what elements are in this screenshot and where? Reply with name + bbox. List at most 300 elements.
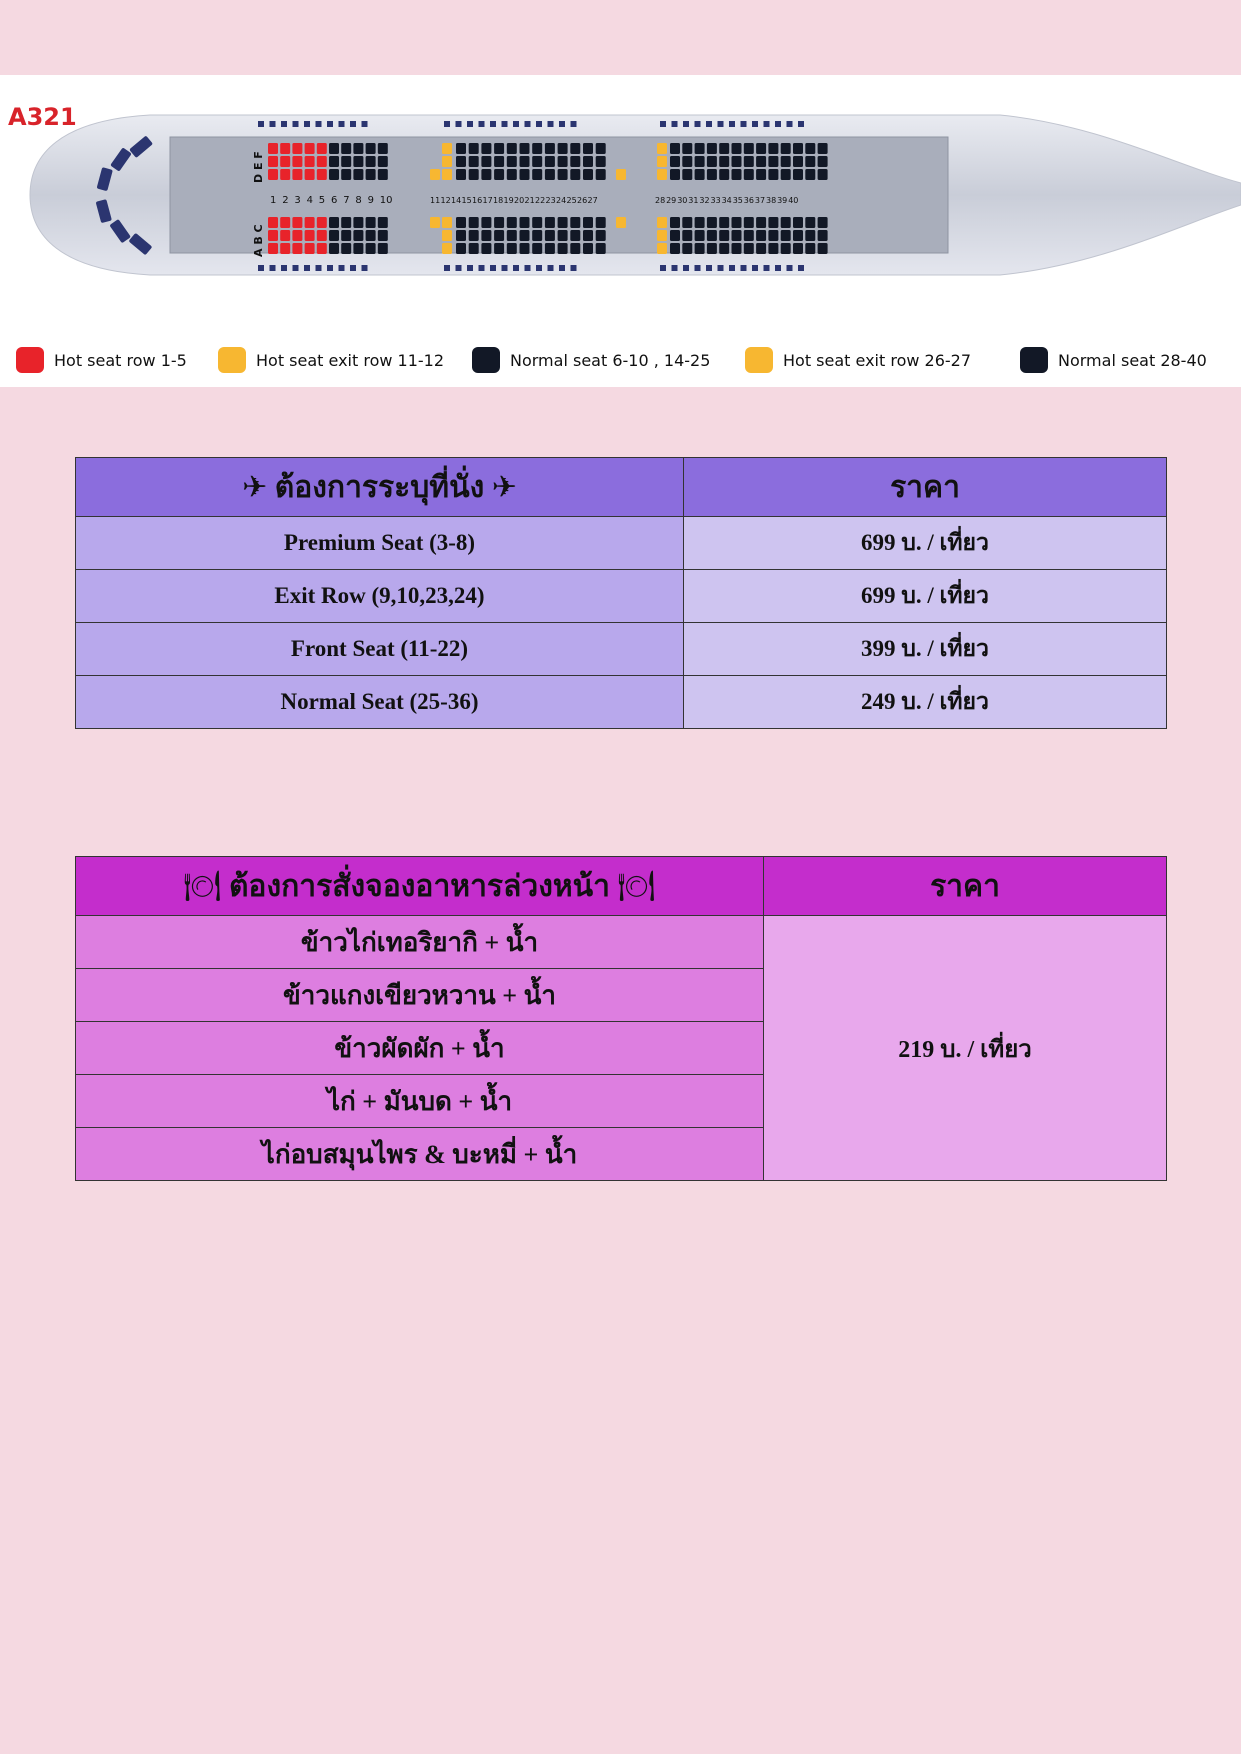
- cabin-window: [695, 265, 701, 271]
- row-number: 19: [503, 196, 514, 205]
- legend-label: Normal seat 6-10 , 14-25: [510, 350, 711, 370]
- table-row: [76, 517, 1167, 570]
- seat-option-name: Normal Seat (25-36): [76, 676, 684, 729]
- cabin-window: [362, 265, 368, 271]
- cabin-window: [281, 121, 287, 127]
- seat: [732, 143, 742, 154]
- seat: [793, 169, 803, 180]
- seat: [732, 217, 742, 228]
- seat: [583, 217, 593, 228]
- seat: [793, 230, 803, 241]
- cabin-window: [327, 265, 333, 271]
- seat: [583, 243, 593, 254]
- seat: [756, 143, 766, 154]
- seat: [719, 230, 729, 241]
- row-number: 3: [294, 195, 301, 206]
- seat: [268, 169, 278, 180]
- seat-table-header: [76, 458, 1167, 517]
- cabin-window: [536, 121, 542, 127]
- seat: [616, 169, 626, 180]
- cabin-window: [536, 265, 542, 271]
- seat: [670, 217, 680, 228]
- seat-price-table: [75, 457, 1167, 729]
- seat: [719, 169, 729, 180]
- row-number: 30: [677, 196, 688, 205]
- seat: [707, 230, 717, 241]
- seat: [329, 143, 339, 154]
- seat: [695, 169, 705, 180]
- seat: [329, 217, 339, 228]
- seat: [317, 169, 327, 180]
- seat: [442, 217, 452, 228]
- row-numbers: [270, 195, 798, 206]
- seat: [292, 156, 302, 167]
- seat: [507, 230, 517, 241]
- seat: [657, 143, 667, 154]
- seat: [469, 243, 479, 254]
- cabin-window: [718, 121, 724, 127]
- seat: [670, 143, 680, 154]
- cabin-window: [316, 265, 322, 271]
- seat: [805, 143, 815, 154]
- seat: [818, 143, 828, 154]
- cabin-window: [258, 121, 264, 127]
- seat: [507, 143, 517, 154]
- seat: [520, 156, 530, 167]
- seat: [341, 243, 351, 254]
- seat: [305, 143, 315, 154]
- seat: [596, 156, 606, 167]
- seat: [744, 143, 754, 154]
- table-row: [76, 916, 1167, 969]
- seat: [317, 230, 327, 241]
- cabin-window: [281, 265, 287, 271]
- seat: [329, 169, 339, 180]
- row-number: 16: [472, 196, 483, 205]
- row-number: 25: [566, 196, 577, 205]
- seat: [695, 230, 705, 241]
- cabin-window: [479, 121, 485, 127]
- row-number: 1: [270, 195, 277, 206]
- cabin-window: [660, 265, 666, 271]
- seat: [570, 169, 580, 180]
- seat: [768, 156, 778, 167]
- cabin-window: [752, 121, 758, 127]
- row-number: 10: [379, 195, 393, 206]
- seat-letters-bottom: A B C: [252, 224, 265, 257]
- seat: [378, 156, 388, 167]
- seat: [707, 243, 717, 254]
- seat: [707, 143, 717, 154]
- table-row: [76, 570, 1167, 623]
- seat: [494, 156, 504, 167]
- seat: [532, 217, 542, 228]
- seat: [596, 243, 606, 254]
- seat: [570, 217, 580, 228]
- seat: [781, 230, 791, 241]
- cabin-window: [729, 265, 735, 271]
- seat: [329, 243, 339, 254]
- seat: [657, 230, 667, 241]
- seat: [305, 243, 315, 254]
- seat: [507, 156, 517, 167]
- row-number: 4: [306, 195, 313, 206]
- seat: [341, 156, 351, 167]
- seat: [818, 169, 828, 180]
- seat: [481, 156, 491, 167]
- cabin-window: [525, 265, 531, 271]
- cabin-window: [293, 265, 299, 271]
- cabin-window: [444, 265, 450, 271]
- legend-swatch: [745, 347, 773, 373]
- row-number: 5: [318, 195, 326, 206]
- row-number: 39: [777, 196, 788, 205]
- seat: [494, 217, 504, 228]
- seat: [768, 169, 778, 180]
- cabin-window: [559, 121, 565, 127]
- seat: [305, 169, 315, 180]
- seat: [469, 156, 479, 167]
- seat: [292, 230, 302, 241]
- seat: [805, 156, 815, 167]
- seat: [280, 217, 290, 228]
- cabin-window: [444, 121, 450, 127]
- seat: [545, 156, 555, 167]
- cabin-window: [672, 265, 678, 271]
- seat: [756, 243, 766, 254]
- cabin-window: [350, 121, 356, 127]
- row-number: 26: [577, 196, 588, 205]
- seat: [805, 243, 815, 254]
- seat: [670, 230, 680, 241]
- seat: [583, 230, 593, 241]
- seat: [744, 217, 754, 228]
- seat: [719, 156, 729, 167]
- row-number: 37: [754, 196, 766, 205]
- seat: [366, 243, 376, 254]
- cabin-window: [270, 265, 276, 271]
- seat: [695, 143, 705, 154]
- cabin-window: [490, 121, 496, 127]
- seat: [469, 169, 479, 180]
- meal-price-table: [75, 856, 1167, 1181]
- row-number: 12: [440, 196, 451, 205]
- seat: [616, 217, 626, 228]
- seat: [305, 156, 315, 167]
- seat: [520, 230, 530, 241]
- seat: [781, 243, 791, 254]
- cabin-window: [327, 121, 333, 127]
- seat: [793, 156, 803, 167]
- cabin-window: [548, 121, 554, 127]
- legend-item: [745, 345, 971, 375]
- seat: [719, 143, 729, 154]
- seat: [520, 169, 530, 180]
- row-number: 18: [493, 196, 504, 205]
- row-number: 36: [743, 196, 754, 205]
- seat: [280, 156, 290, 167]
- seat: [305, 230, 315, 241]
- seat: [768, 217, 778, 228]
- table-row: [76, 623, 1167, 676]
- seat: [545, 230, 555, 241]
- seat: [494, 243, 504, 254]
- row-number: 32: [699, 196, 710, 205]
- row-number: 11: [430, 196, 441, 205]
- seat: [268, 156, 278, 167]
- seat: [707, 217, 717, 228]
- seat: [353, 156, 363, 167]
- cabin-window: [683, 265, 689, 271]
- legend-item: [472, 345, 710, 375]
- cabin-window: [706, 265, 712, 271]
- seat-option-price: 699 บ. / เที่ยว: [684, 517, 1167, 570]
- cabin-window: [660, 121, 666, 127]
- seat: [520, 143, 530, 154]
- seat: [781, 143, 791, 154]
- seat-map: [0, 75, 1241, 387]
- seat: [507, 243, 517, 254]
- seat: [280, 230, 290, 241]
- seat: [378, 243, 388, 254]
- row-number: 27: [587, 196, 598, 205]
- cabin-window: [571, 265, 577, 271]
- cabin-window: [293, 121, 299, 127]
- seat: [558, 143, 568, 154]
- seat: [268, 230, 278, 241]
- meal-table-title-cell: [76, 857, 764, 916]
- seat: [695, 217, 705, 228]
- legend-item: [16, 345, 187, 375]
- seat: [366, 217, 376, 228]
- seat: [292, 243, 302, 254]
- seat: [469, 217, 479, 228]
- legend-swatch: [1020, 347, 1048, 373]
- row-number: 28: [655, 196, 666, 205]
- seat: [456, 143, 466, 154]
- cabin-window: [764, 265, 770, 271]
- seat: [280, 143, 290, 154]
- seat-table-title-cell: [76, 458, 684, 517]
- legend-label: Normal seat 28-40: [1058, 350, 1207, 370]
- cabin-window: [513, 121, 519, 127]
- seat: [268, 143, 278, 154]
- seat: [558, 217, 568, 228]
- seat: [456, 156, 466, 167]
- seat: [768, 230, 778, 241]
- row-number: 24: [556, 196, 567, 205]
- legend-item: [1020, 345, 1207, 375]
- row-number: 14: [451, 196, 462, 205]
- seat: [793, 217, 803, 228]
- cabin-window: [316, 121, 322, 127]
- meal-table-header: [76, 857, 1167, 916]
- seat: [532, 143, 542, 154]
- seat: [430, 169, 440, 180]
- aircraft-model-label: A321: [8, 103, 77, 131]
- seat: [682, 169, 692, 180]
- meal-price: 219 บ. / เที่ยว: [764, 916, 1167, 1181]
- seat: [317, 156, 327, 167]
- row-number: 20: [514, 196, 525, 205]
- seat: [292, 169, 302, 180]
- seat: [341, 143, 351, 154]
- seat: [744, 243, 754, 254]
- seat: [507, 169, 517, 180]
- seat: [280, 243, 290, 254]
- seat: [545, 243, 555, 254]
- seat: [583, 143, 593, 154]
- row-number: 15: [461, 196, 472, 205]
- seat-option-price: 249 บ. / เที่ยว: [684, 676, 1167, 729]
- cabin-window: [304, 121, 310, 127]
- seat: [507, 217, 517, 228]
- seat: [558, 230, 568, 241]
- aircraft-diagram: [0, 75, 1241, 335]
- seat: [494, 169, 504, 180]
- seat: [469, 230, 479, 241]
- seat: [292, 143, 302, 154]
- legend-item: [218, 345, 444, 375]
- seat: [545, 143, 555, 154]
- seat: [695, 156, 705, 167]
- row-number: 40: [788, 196, 799, 205]
- seat: [456, 217, 466, 228]
- seat: [558, 169, 568, 180]
- row-number: 34: [721, 196, 732, 205]
- seat: [570, 156, 580, 167]
- airplane-icon: ✈: [242, 469, 268, 505]
- cabin-window: [467, 265, 473, 271]
- cabin-window: [706, 121, 712, 127]
- seat: [305, 217, 315, 228]
- seat-option-price: 699 บ. / เที่ยว: [684, 570, 1167, 623]
- cabin-window: [502, 121, 508, 127]
- row-number: 38: [766, 196, 777, 205]
- seat: [768, 143, 778, 154]
- cabin-window: [798, 265, 804, 271]
- cabin-window: [502, 265, 508, 271]
- seat: [781, 217, 791, 228]
- seat: [732, 169, 742, 180]
- seat: [756, 156, 766, 167]
- seat: [430, 217, 440, 228]
- seat: [756, 169, 766, 180]
- seat: [670, 156, 680, 167]
- cabin-window: [683, 121, 689, 127]
- seat: [481, 143, 491, 154]
- seat: [695, 243, 705, 254]
- cabin-window: [350, 265, 356, 271]
- seat: [532, 156, 542, 167]
- cabin-window: [695, 121, 701, 127]
- seat: [583, 156, 593, 167]
- seat: [280, 169, 290, 180]
- cabin-window: [787, 121, 793, 127]
- seat: [583, 169, 593, 180]
- seat-option-name: Exit Row (9,10,23,24): [76, 570, 684, 623]
- seat-letters-top: D E F: [252, 151, 265, 183]
- cabin-window: [479, 265, 485, 271]
- seat: [341, 169, 351, 180]
- seat: [670, 243, 680, 254]
- seat: [732, 243, 742, 254]
- seat: [657, 156, 667, 167]
- seat: [494, 143, 504, 154]
- row-number: 33: [710, 196, 721, 205]
- legend-swatch: [472, 347, 500, 373]
- seat: [378, 169, 388, 180]
- seat: [768, 243, 778, 254]
- cabin-window: [362, 121, 368, 127]
- meal-table-price-header: ราคา: [764, 857, 1167, 916]
- seat: [481, 243, 491, 254]
- cabin-window: [258, 265, 264, 271]
- seat: [329, 230, 339, 241]
- seat: [719, 217, 729, 228]
- seat: [682, 230, 692, 241]
- seat: [292, 217, 302, 228]
- row-number: 23: [545, 196, 556, 205]
- row-number: 35: [732, 196, 743, 205]
- seat: [366, 169, 376, 180]
- cabin-window: [741, 265, 747, 271]
- cabin-window: [729, 121, 735, 127]
- seat: [719, 243, 729, 254]
- seat: [341, 230, 351, 241]
- legend-label: Hot seat exit row 26-27: [783, 350, 972, 370]
- seat: [545, 217, 555, 228]
- row-number: 21: [524, 196, 535, 205]
- seat: [520, 217, 530, 228]
- seat: [268, 243, 278, 254]
- seat: [442, 230, 452, 241]
- cabin-window: [490, 265, 496, 271]
- seat-table-title: ต้องการระบุที่นั่ง: [274, 470, 485, 504]
- seat: [456, 169, 466, 180]
- seat: [456, 230, 466, 241]
- plate-cutlery-icon: 🍽: [183, 868, 222, 904]
- meal-table-title: ต้องการสั่งจองอาหารล่วงหน้า: [228, 869, 611, 903]
- seat: [532, 243, 542, 254]
- seat: [353, 143, 363, 154]
- cabin-window: [559, 265, 565, 271]
- meal-item: ข้าวผัดผัก + น้ำ: [76, 1022, 764, 1075]
- meal-item: ไก่ + มันบด + น้ำ: [76, 1075, 764, 1128]
- cabin-window: [456, 121, 462, 127]
- seat: [366, 156, 376, 167]
- seat: [818, 217, 828, 228]
- seat: [682, 243, 692, 254]
- cabin-window: [741, 121, 747, 127]
- legend-label: Hot seat row 1-5: [54, 350, 187, 370]
- seat: [442, 143, 452, 154]
- seat-legend: [0, 335, 1241, 387]
- cabin-window: [764, 121, 770, 127]
- cabin-window: [548, 265, 554, 271]
- seat: [793, 143, 803, 154]
- seat: [378, 217, 388, 228]
- seat: [317, 243, 327, 254]
- seat: [353, 217, 363, 228]
- row-number: 31: [688, 196, 699, 205]
- cabin-window: [787, 265, 793, 271]
- seat: [442, 243, 452, 254]
- seat: [268, 217, 278, 228]
- seat: [596, 143, 606, 154]
- seat: [481, 217, 491, 228]
- cabin-window: [339, 121, 345, 127]
